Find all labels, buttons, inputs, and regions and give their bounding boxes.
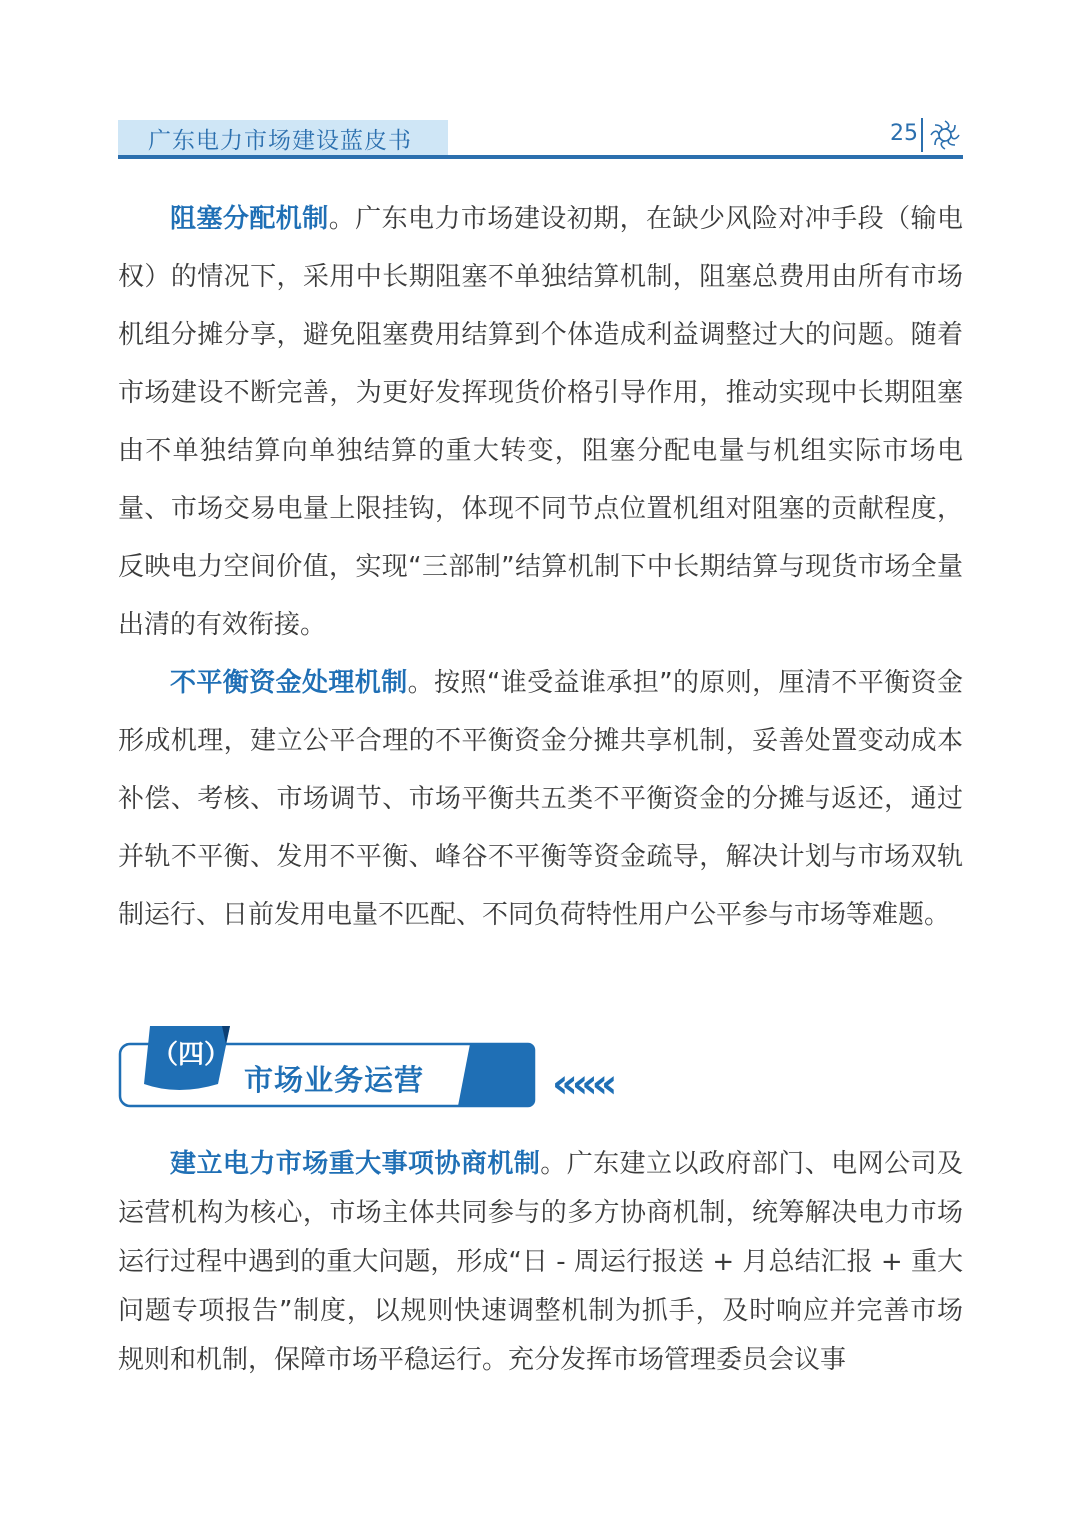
paragraph-consultation (118, 1140, 963, 1385)
main-text-continued (118, 1140, 963, 1385)
header-title: 广东电力市场建设蓝皮书 (148, 128, 412, 154)
page-number: 25 (890, 121, 918, 146)
paragraph-congestion (118, 190, 963, 654)
header-rule (118, 155, 963, 159)
page-header (118, 118, 963, 163)
page-number-divider (921, 118, 923, 152)
paragraph-heading: 建立电力市场重大事项协商机制 (170, 1149, 541, 1179)
main-text (118, 190, 963, 944)
section-heading (118, 1022, 618, 1112)
paragraph-imbalance (118, 654, 963, 944)
section-number: （四） (151, 1040, 230, 1070)
chevron-left-icon: ««« (552, 1061, 612, 1107)
swirl-flower-icon (928, 118, 962, 152)
paragraph-heading: 阻塞分配机制 (170, 204, 329, 234)
paragraph-heading: 不平衡资金处理机制 (170, 668, 408, 698)
paragraph-text: 。广东电力市场建设初期，在缺少风险对冲手段（输电权）的情况下，采用中长期阻塞不单独结算机制，阻塞总费用由所有市场机组分摊分享，避免阻塞费用结算到个体造成利益调整过大的问题。随着市场建设不断完善，为更好发挥现货价格引导作用，推动实现中长期阻塞由不单独结算向单独结算的重大转变，阻塞分配电量与机组实际市场电量、市场交易电量上限挂钩，体现不同节点位置机组对阻塞的贡献程度，反映电力空间价值，实现“三部制”结算机制下中长期结算与现货市场全量出清的有效衔接。 (118, 204, 963, 640)
section-title: 市场业务运营 (244, 1063, 425, 1097)
paragraph-text: 。广东建立以政府部门、电网公司及运营机构为核心，市场主体共同参与的多方协商机制，统筹解决电力市场运行过程中遇到的重大问题，形成“日 - 周运行报送 + 月总结汇报 + 重大问题专项报告”制度，以规则快速调整机制为抓手，及时响应并完善市场规则和机制，保障市场平稳运行。充分发挥市场管理委员会议事 (118, 1149, 963, 1375)
paragraph-text: 。按照“谁受益谁承担”的原则，厘清不平衡资金形成机理，建立公平合理的不平衡资金分摊共享机制，妥善处置变动成本补偿、考核、市场调节、市场平衡共五类不平衡资金的分摊与返还，通过并轨不平衡、发用不平衡、峰谷不平衡等资金疏导，解决计划与市场双轨制运行、日前发用电量不匹配、不同负荷特性用户公平参与市场等难题。 (118, 668, 963, 930)
